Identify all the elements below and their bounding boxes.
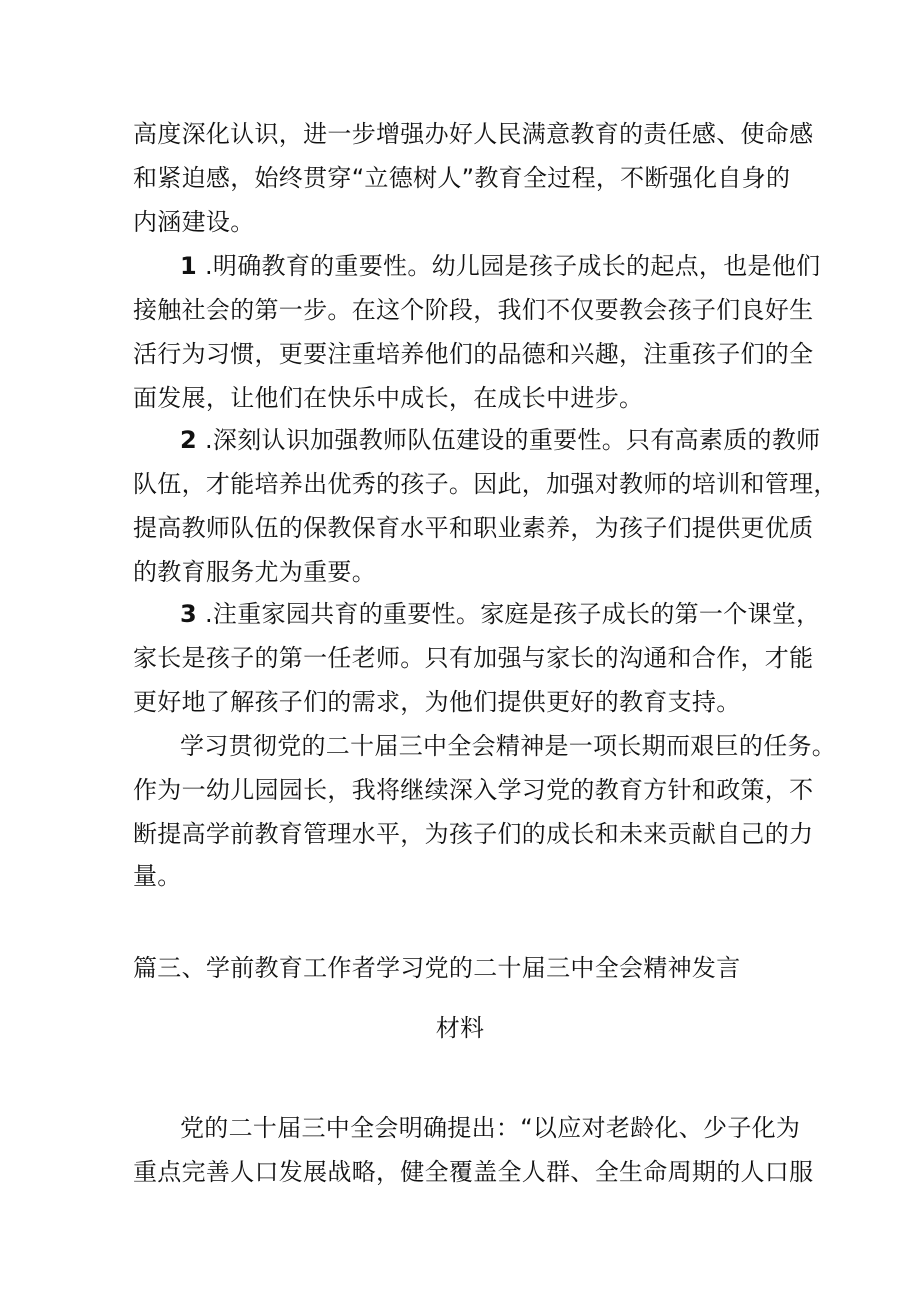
list-item-text: .明确教育的重要性。幼儿园是孩子成长的起点，也是他们 bbox=[205, 252, 821, 280]
paragraph-line: 学习贯彻党的二十届三中全会精神是一项长期而艰巨的任务。 bbox=[180, 732, 837, 760]
list-item-text: .注重家园共育的重要性。家庭是孩子成长的第一个课堂， bbox=[205, 600, 821, 628]
list-item-3-first-line bbox=[180, 598, 820, 630]
paragraph-line: 更好地了解孩子们的需求，为他们提供更好的教育支持。 bbox=[133, 688, 741, 716]
list-item-text: .深刻认识加强教师队伍建设的重要性。只有高素质的教师 bbox=[205, 426, 821, 454]
list-item-2-first-line bbox=[180, 424, 820, 456]
list-item-number: 1 bbox=[180, 252, 197, 280]
list-item-number: 2 bbox=[180, 426, 197, 454]
section-title: 篇三、学前教育工作者学习党的二十届三中全会精神发言 bbox=[133, 954, 741, 982]
paragraph-line: 提高教师队伍的保教保育水平和职业素养，为孩子们提供更优质 bbox=[133, 514, 814, 542]
paragraph-line: 作为一幼儿园园长，我将继续深入学习党的教育方针和政策，不 bbox=[133, 776, 814, 804]
paragraph-line: 党的二十届三中全会明确提出：“以应对老龄化、少子化为 bbox=[180, 1114, 801, 1142]
paragraph-line: 面发展，让他们在快乐中成长，在成长中进步。 bbox=[133, 384, 644, 412]
paragraph-line: 量。 bbox=[133, 862, 182, 890]
paragraph-line: 高度深化认识，进一步增强办好人民满意教育的责任感、使命感 bbox=[133, 120, 814, 148]
paragraph-line: 和紧迫感，始终贯穿“立德树人”教育全过程，不断强化自身的 bbox=[133, 164, 791, 192]
paragraph-line: 重点完善人口发展战略，健全覆盖全人群、全生命周期的人口服 bbox=[133, 1158, 814, 1186]
paragraph-line: 接触社会的第一步。在这个阶段，我们不仅要教会孩子们良好生 bbox=[133, 296, 814, 324]
paragraph-line: 断提高学前教育管理水平，为孩子们的成长和未来贡献自己的力 bbox=[133, 820, 814, 848]
paragraph-line: 队伍，才能培养出优秀的孩子。因此，加强对教师的培训和管理， bbox=[133, 470, 838, 498]
paragraph-line: 家长是孩子的第一任老师。只有加强与家长的沟通和合作，才能 bbox=[133, 644, 814, 672]
paragraph-line: 的教育服务尤为重要。 bbox=[133, 558, 376, 586]
list-item-1-first-line bbox=[180, 250, 820, 282]
section-title-continuation: 材料 bbox=[435, 1014, 485, 1042]
paragraph-line: 活行为习惯，更要注重培养他们的品德和兴趣，注重孩子们的全 bbox=[133, 340, 814, 368]
paragraph-line: 内涵建设。 bbox=[133, 208, 255, 236]
list-item-number: 3 bbox=[180, 600, 197, 628]
